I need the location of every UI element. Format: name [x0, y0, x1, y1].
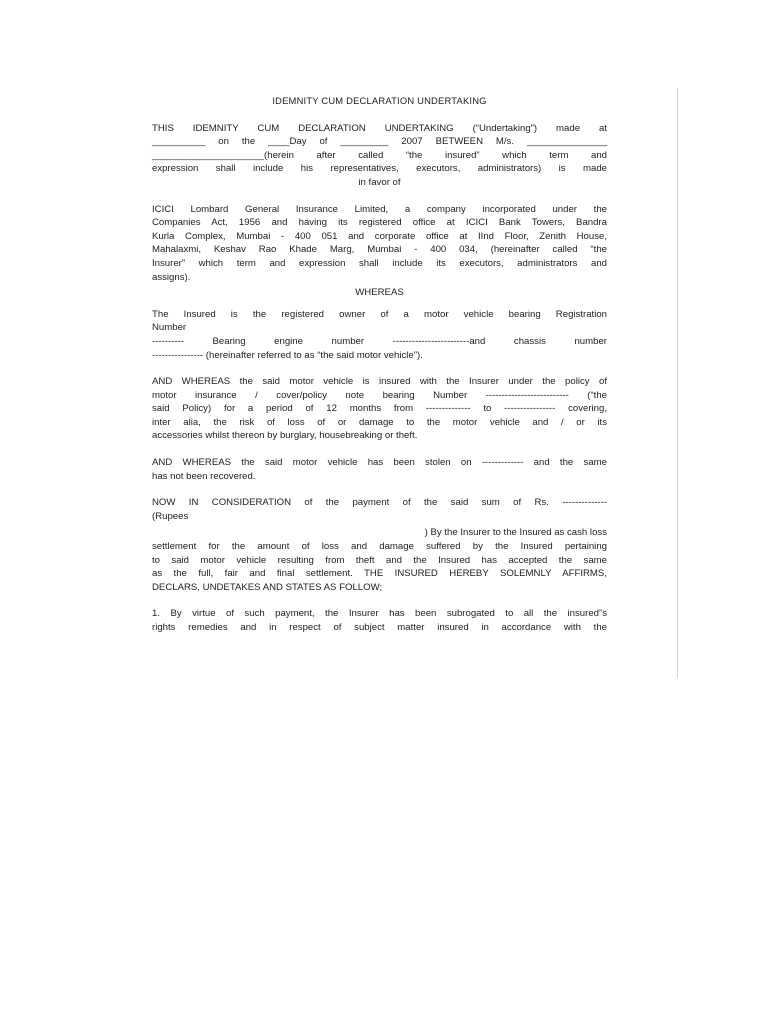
document-title: IDEMNITY CUM DECLARATION UNDERTAKING: [272, 95, 487, 106]
insurer-line: Companies Act, 1956 and having its registered office at ICICI Bank Towers, Bandra: [152, 217, 607, 229]
intro-paragraph: [152, 122, 607, 190]
intro-line: THIS IDEMNITY CUM DECLARATION UNDERTAKING (“Undertaking”) made at: [152, 122, 607, 134]
policy-line: AND WHEREAS the said motor vehicle is insured with the Insurer under the policy of: [152, 376, 607, 388]
intro-line: __________ on the ____Day of _________ 2007 BETWEEN M/s. _______________: [152, 136, 607, 148]
stolen-line: AND WHEREAS the said motor vehicle has been stolen on ------------- and the same: [152, 457, 607, 469]
clause-line: rights remedies and in respect of subject matter insured in accordance with the: [152, 622, 607, 633]
stolen-line: has not been recovered.: [152, 470, 256, 482]
owner-line: ---------- Bearing engine number ------------------------and chassis number: [152, 335, 607, 347]
intro-line: expression shall include his representatives, executors, administrators) is made: [152, 163, 607, 175]
policy-line: accessories whilst thereon by burglary, housebreaking or theft.: [152, 430, 418, 442]
whereas-heading: WHEREAS: [355, 287, 404, 299]
page-edge-line: [677, 88, 678, 678]
insurer-line: assigns).: [152, 271, 191, 283]
consideration-line: DECLARS, UNDETAKES AND STATES AS FOLLOW;: [152, 581, 383, 593]
insurer-line: ICICI Lombard General Insurance Limited, a company incorporated under the: [152, 203, 607, 215]
owner-line: ---------------- (hereinafter referred to as “the said motor vehicle”).: [152, 349, 423, 361]
document-body: [152, 94, 607, 635]
clause-1-paragraph: [152, 607, 607, 634]
clause-line: 1. By virtue of such payment, the Insurer has been subrogated to all the insured”s: [152, 608, 607, 620]
policy-line: motor insurance / cover/policy note bearing Number -------------------------- (“the: [152, 389, 607, 401]
stolen-paragraph: [152, 456, 607, 483]
policy-paragraph: [152, 375, 607, 443]
consideration-line: NOW IN CONSIDERATION of the payment of the said sum of Rs. --------------: [152, 497, 607, 509]
owner-line: Number: [152, 322, 187, 334]
owner-line: The Insured is the registered owner of a motor vehicle bearing Registration: [152, 308, 607, 320]
consideration-line: as the full, fair and final settlement. THE INSURED HEREBY SOLEMNLY AFFIRMS,: [152, 568, 607, 580]
policy-line: said Policy) for a period of 12 months from -------------- to ---------------- covering,: [152, 403, 607, 415]
consideration-line: ) By the Insurer to the Insured as cash loss: [424, 527, 607, 539]
intro-line: _____________________(herein after called “the insured” which term and: [152, 149, 607, 161]
insurer-line: Mahalaxmi, Keshav Rao Khade Marg, Mumbai - 400 034, (hereinafter called “the: [152, 244, 607, 256]
consideration-line: (Rupees: [152, 510, 189, 522]
owner-paragraph: [152, 308, 607, 362]
consideration-paragraph: [152, 496, 607, 594]
insurer-line: Insurer” which term and expression shall include its executors, administrators and: [152, 257, 607, 269]
policy-line: inter alia, the risk of loss of or damage to the motor vehicle and / or its: [152, 416, 607, 428]
consideration-line: settlement for the amount of loss and damage suffered by the Insured pertaining: [152, 541, 607, 553]
insurer-paragraph: [152, 203, 607, 285]
insurer-line: Kurla Complex, Mumbai - 400 051 and corporate office at IInd Floor, Zenith House,: [152, 230, 607, 242]
in-favor-of: in favor of: [358, 176, 401, 188]
consideration-line: to said motor vehicle resulting from theft and the Insured has accepted the same: [152, 554, 607, 566]
